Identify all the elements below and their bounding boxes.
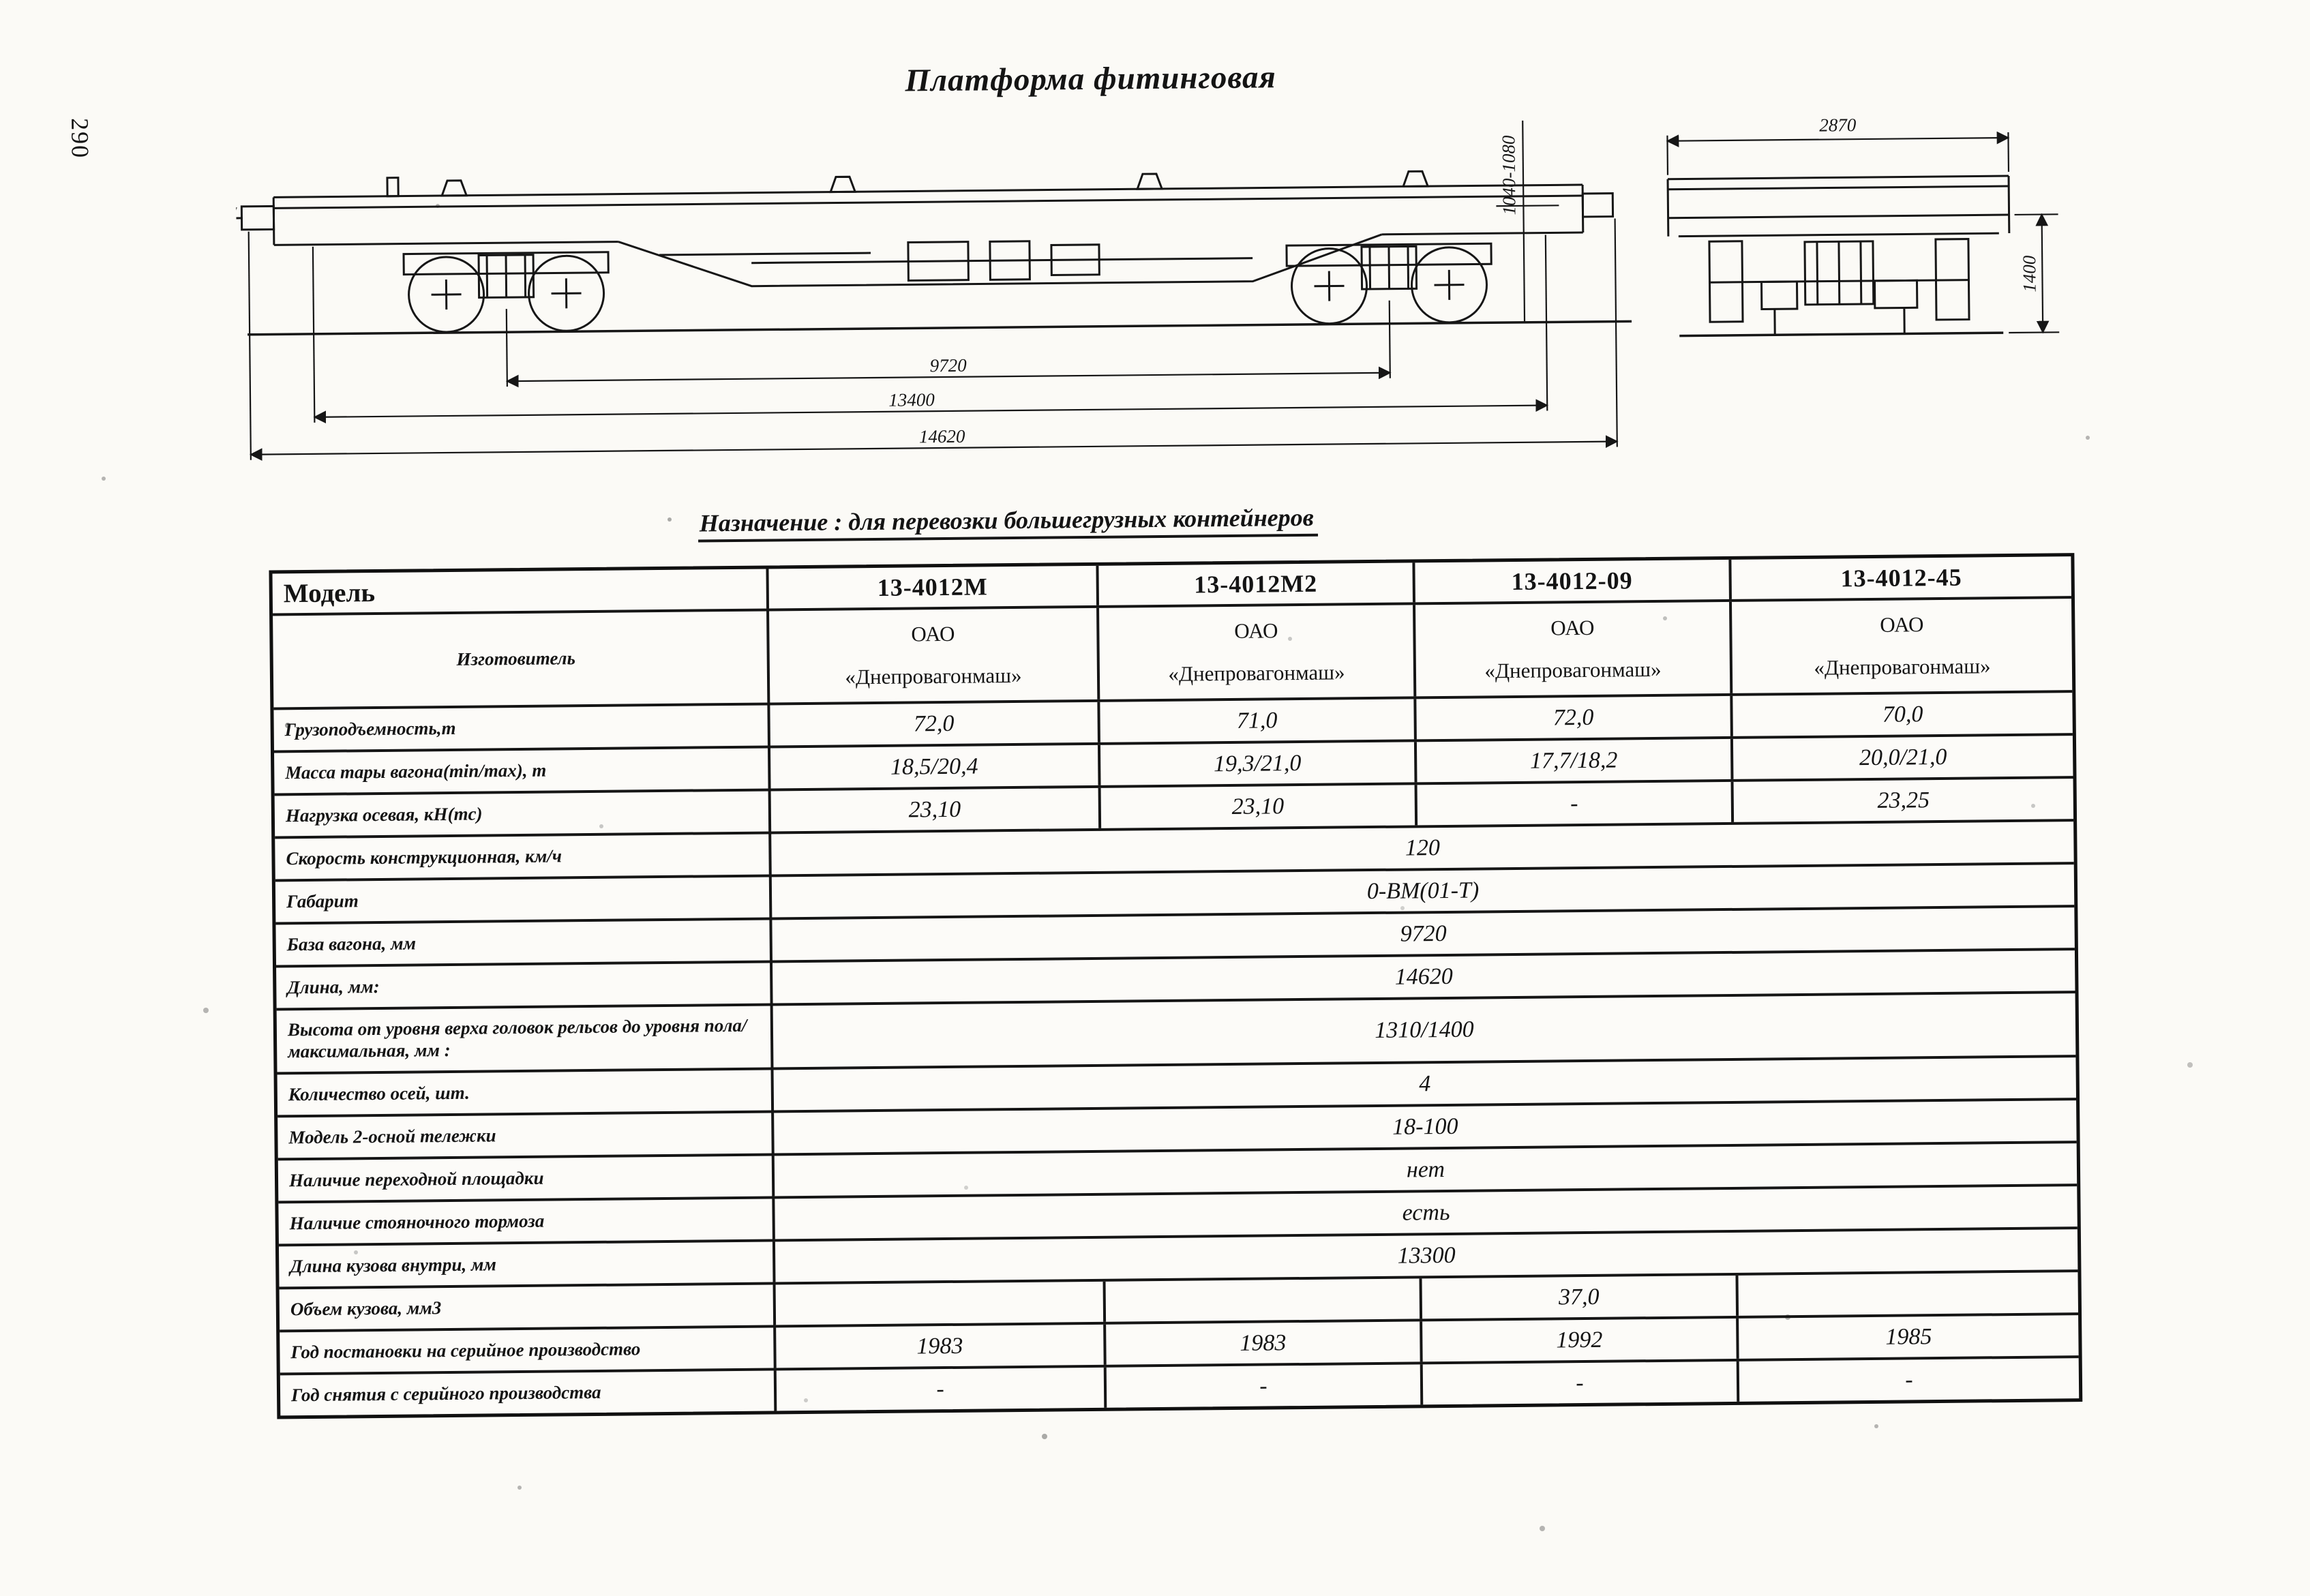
spec-value: 1985 xyxy=(1739,1315,2079,1359)
spec-value: 37,0 xyxy=(1422,1276,1739,1319)
row-label: Модель 2-осной тележки xyxy=(278,1113,775,1158)
maker-line2: «Днепровагонмаш» xyxy=(1168,651,1345,695)
spec-value-merged: 18-100 xyxy=(774,1100,2076,1153)
spec-value: 18,5/20,4 xyxy=(770,745,1101,789)
end-view-drawing xyxy=(1668,176,2010,336)
spec-value-merged: 4 xyxy=(774,1057,2076,1110)
row-label: Длина кузова внутри, мм xyxy=(279,1241,776,1286)
spec-value-merged: 0-ВМ(01-Т) xyxy=(772,864,2074,917)
row-label: Объем кузова, мм3 xyxy=(280,1284,777,1329)
dim-length: 14620 xyxy=(919,426,965,447)
spec-value: 70,0 xyxy=(1732,693,2073,736)
row-label: Год постановки на серийное производство xyxy=(280,1327,777,1372)
spec-value-merged: есть xyxy=(775,1186,2077,1239)
row-label: База вагона, мм xyxy=(275,920,772,965)
manufacturer-value-3 xyxy=(1732,599,2072,693)
row-label: Наличие стояночного тормоза xyxy=(278,1199,775,1244)
model-header-0: 13-4012М xyxy=(768,566,1099,609)
maker-line2: «Днепровагонмаш» xyxy=(1814,645,1991,689)
maker-line2: «Днепровагонмаш» xyxy=(845,654,1022,698)
model-header-3: 13-4012-45 xyxy=(1731,556,2071,599)
spec-value: 17,7/18,2 xyxy=(1417,739,1734,782)
spec-value: 23,10 xyxy=(1101,785,1418,828)
spec-value: 72,0 xyxy=(1416,696,1733,739)
dim-endview-height: 1400 xyxy=(2019,255,2040,292)
doc-title: Платформа фитинговая xyxy=(777,57,1404,100)
spec-value: 1983 xyxy=(1106,1321,1423,1364)
row-label: Длина, мм: xyxy=(276,963,773,1008)
dim-frame: 13400 xyxy=(888,389,935,410)
row-label: Габарит xyxy=(275,877,772,922)
spec-value: - xyxy=(1423,1361,1740,1404)
dim-base: 9720 xyxy=(929,355,967,376)
spec-value: 71,0 xyxy=(1100,699,1417,742)
purpose-line: Назначение : для перевозки большегрузных контейнеров xyxy=(698,503,1318,543)
maker-line1: ОАО xyxy=(1234,609,1278,652)
row-label: Нагрузка осевая, кН(тс) xyxy=(275,791,772,836)
spec-value: - xyxy=(777,1368,1107,1411)
row-label: Скорость конструкционная, км/ч xyxy=(275,834,772,879)
spec-value-merged: 14620 xyxy=(772,950,2075,1003)
maker-line1: ОАО xyxy=(1880,603,1924,646)
maker-line1: ОАО xyxy=(911,613,955,656)
manufacturer-row xyxy=(273,599,2072,710)
scan-noise xyxy=(0,0,3,3)
manufacturer-value-2 xyxy=(1415,602,1732,696)
manufacturer-value-1 xyxy=(1099,605,1416,699)
page-number: 290 xyxy=(65,118,95,179)
spec-value xyxy=(1738,1272,2078,1316)
model-header-2: 13-4012-09 xyxy=(1415,560,1732,602)
spec-value: - xyxy=(1107,1364,1424,1407)
spec-value-merged: 1310/1400 xyxy=(773,993,2076,1067)
row-label: Наличие переходной площадки xyxy=(278,1156,775,1201)
spec-value xyxy=(776,1282,1107,1325)
spec-value: 23,25 xyxy=(1734,779,2074,822)
maker-line1: ОАО xyxy=(1550,607,1595,650)
spec-value: 72,0 xyxy=(770,702,1100,746)
spec-value: - xyxy=(1418,782,1735,825)
row-label: Изготовитель xyxy=(273,611,770,707)
spec-value-merged: 9720 xyxy=(772,907,2074,960)
dim-coupler-height: 1040-1080 xyxy=(1498,135,1519,215)
side-view-drawing xyxy=(235,166,1632,335)
spec-table xyxy=(269,553,2082,1419)
row-label: Масса тары вагона(min/max), т xyxy=(274,748,771,793)
row-label: Высота от уровня верха головок рельсов до уровня пола/ максимальная, мм : xyxy=(277,1006,774,1072)
spec-value: 20,0/21,0 xyxy=(1733,736,2073,779)
row-label: Количество осей, шт. xyxy=(278,1070,775,1115)
spec-value-merged: 120 xyxy=(771,822,2073,874)
maker-line2: «Днепровагонмаш» xyxy=(1484,648,1662,692)
spec-value-merged: нет xyxy=(775,1143,2077,1196)
row-label: Грузоподъемность,т xyxy=(273,705,770,750)
dim-endview-width: 2870 xyxy=(1819,115,1857,136)
technical-drawing xyxy=(235,74,2073,508)
spec-value xyxy=(1106,1278,1423,1321)
model-header-label: Модель xyxy=(272,569,769,613)
model-header-1: 13-4012М2 xyxy=(1098,562,1415,605)
spec-value: 19,3/21,0 xyxy=(1100,742,1418,785)
row-label: Год снятия с серийного производства xyxy=(280,1370,777,1415)
manufacturer-value-0 xyxy=(769,608,1100,703)
spec-value: - xyxy=(1739,1358,2080,1402)
spec-value: 23,10 xyxy=(771,788,1102,832)
spec-value: 1992 xyxy=(1422,1319,1739,1361)
spec-value: 1983 xyxy=(776,1325,1107,1368)
spec-value-merged: 13300 xyxy=(775,1229,2078,1282)
